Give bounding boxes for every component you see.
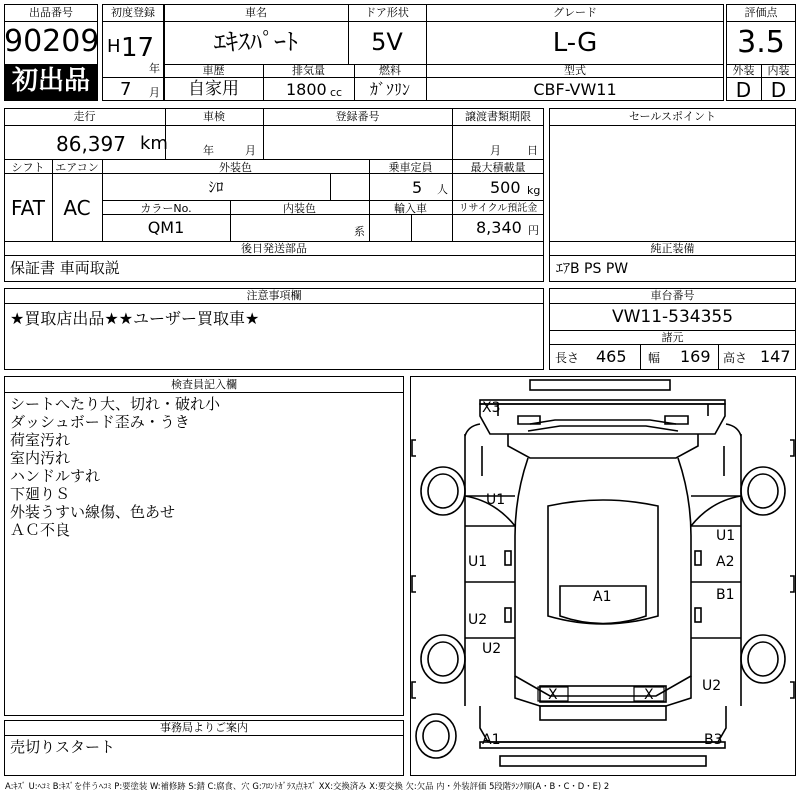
mark-u1-right-front: U1 bbox=[716, 528, 736, 544]
inspector-note: シートへたり大、切れ・破れ小 bbox=[10, 395, 221, 413]
mileage: 86,397 bbox=[56, 132, 126, 156]
car-damage-diagram bbox=[410, 376, 796, 776]
mark-u2-rear-left: U2 bbox=[482, 641, 502, 657]
width: 169 bbox=[680, 347, 711, 366]
ext-color-header: 外装色 bbox=[219, 161, 252, 174]
first-reg-year: 17 bbox=[121, 33, 155, 63]
mark-b3-rear-right: B3 bbox=[704, 732, 723, 748]
inspector-note: ダッシュボード歪み・うき bbox=[10, 413, 190, 431]
person-unit: 人 bbox=[437, 183, 448, 196]
shift-header: シフト bbox=[11, 161, 45, 174]
width-label: 幅 bbox=[648, 351, 661, 365]
color-no-header: カラーNo. bbox=[140, 202, 192, 215]
length: 465 bbox=[596, 347, 627, 366]
capacity: 5 bbox=[412, 178, 423, 197]
inspector-note: ＡＣ不良 bbox=[10, 521, 71, 539]
inspector-notes bbox=[10, 395, 400, 539]
exterior-header: 外装 bbox=[732, 64, 755, 77]
import-header: 輸入車 bbox=[394, 202, 427, 215]
mark-u1-front-left: U1 bbox=[486, 492, 506, 508]
mark-x-tail-left: X bbox=[548, 687, 558, 703]
capacity-header: 乗車定員 bbox=[388, 161, 433, 174]
inspector-note: 下廻りＳ bbox=[10, 485, 71, 503]
displacement-header: 排気量 bbox=[292, 64, 325, 77]
equipment: ｴｱB PS PW bbox=[556, 261, 629, 277]
mark-u1-left-door-front: U1 bbox=[468, 554, 488, 570]
transfer-header: 譲渡書類期限 bbox=[465, 110, 531, 123]
caution-text: ★買取店出品★★ユーザー買取車★ bbox=[10, 309, 260, 328]
max-load-header: 最大積載量 bbox=[470, 161, 526, 174]
first-reg-month: 7 bbox=[120, 79, 132, 100]
mark-u2-left-door-rear: U2 bbox=[468, 612, 488, 628]
year-unit: 年 bbox=[149, 62, 160, 75]
chassis-number: VW11-534355 bbox=[611, 307, 734, 327]
inspector-note: 荷室汚れ bbox=[10, 431, 71, 449]
score-header: 評価点 bbox=[744, 6, 778, 19]
yen-unit: 円 bbox=[528, 224, 539, 237]
door-type: 5V bbox=[371, 28, 403, 56]
door-header: ドア形状 bbox=[365, 6, 409, 19]
kei-unit: 系 bbox=[354, 225, 365, 238]
mark-b1-right-door-rear: B1 bbox=[716, 587, 735, 603]
fuel: ｶﾞｿﾘﾝ bbox=[369, 80, 410, 99]
interior-header: 内装 bbox=[767, 64, 790, 77]
dims-header: 諸元 bbox=[661, 331, 684, 344]
inspector-header: 検査員記入欄 bbox=[171, 378, 237, 391]
aircon: AC bbox=[63, 196, 91, 220]
mark-x-tail-right: X bbox=[644, 687, 654, 703]
fuel-header: 燃料 bbox=[379, 64, 401, 77]
shift: FAT bbox=[10, 196, 45, 220]
first-listing-label: 初出品 bbox=[11, 66, 90, 96]
inspection-header: 車検 bbox=[203, 110, 225, 123]
color-no: QM1 bbox=[147, 218, 185, 237]
kg-unit: kg bbox=[527, 184, 541, 197]
equipment-header: 純正装備 bbox=[650, 242, 695, 255]
lot-number: 90209 bbox=[4, 24, 100, 59]
mark-x3: X3 bbox=[482, 400, 501, 416]
first-reg-header: 初度登録 bbox=[111, 6, 155, 19]
damage-legend: A:ｷｽﾞ U:ﾍｺﾐ B:ｷｽﾞを伴うﾍｺﾐ P:要塗装 W:補修跡 S:錆 C:腐食、穴 G:ﾌﾛﾝﾄｶﾞﾗｽ点ｷｽﾞ XX:交換済み X:要交換 欠:欠品 内・外装評価 5段階ﾗﾝｸ順(A・B・C・D・E) 2 bbox=[5, 781, 610, 791]
ext-color: ｼﾛ bbox=[208, 178, 224, 196]
era-label: H bbox=[107, 36, 121, 57]
transfer-day-unit: 日 bbox=[527, 144, 538, 157]
height: 147 bbox=[760, 347, 791, 366]
mark-a1-roof: A1 bbox=[593, 589, 612, 605]
transfer-month-unit: 月 bbox=[490, 144, 501, 157]
inspector-note: 外装うすい線傷、色あせ bbox=[10, 503, 176, 521]
inspection-year-unit: 年 bbox=[203, 144, 214, 157]
mark-u2-rear-right: U2 bbox=[702, 678, 722, 694]
inspector-note: 室内汚れ bbox=[10, 449, 71, 467]
chassis-header: 車台番号 bbox=[650, 289, 695, 302]
int-color-header: 内装色 bbox=[283, 202, 316, 215]
lot-number-header: 出品番号 bbox=[29, 6, 73, 19]
inspection-month-unit: 月 bbox=[245, 144, 256, 157]
height-label: 高さ bbox=[723, 351, 748, 365]
reg-no-header: 登録番号 bbox=[335, 110, 380, 123]
office-notice: 売切りスタート bbox=[10, 738, 116, 756]
mark-a2-right-door-front: A2 bbox=[716, 554, 735, 570]
car-name-header: 車名 bbox=[245, 6, 267, 19]
score: 3.5 bbox=[737, 25, 785, 60]
model-code: CBF-VW11 bbox=[533, 80, 617, 99]
max-load: 500 bbox=[490, 178, 521, 197]
mileage-header: 走行 bbox=[73, 110, 96, 123]
model-code-header: 型式 bbox=[564, 64, 586, 77]
sales-point-header: セールスポイント bbox=[628, 110, 716, 123]
history-header: 車歴 bbox=[202, 64, 225, 77]
inspector-note: ハンドルすれ bbox=[10, 467, 101, 485]
office-header: 事務局よりご案内 bbox=[160, 721, 248, 734]
caution-header: 注意事項欄 bbox=[246, 289, 302, 302]
later-parts-header: 後日発送部品 bbox=[241, 242, 307, 255]
mark-a1-rear-left: A1 bbox=[482, 732, 501, 748]
displacement: 1800 bbox=[286, 80, 327, 99]
history: 自家用 bbox=[188, 79, 239, 99]
grade-header: グレード bbox=[553, 6, 597, 19]
car-name: ｴｷｽﾊﾟｰﾄ bbox=[214, 28, 298, 56]
recycle-header: リサイクル預託金 bbox=[458, 203, 538, 214]
length-label: 長さ bbox=[555, 351, 580, 365]
interior-grade: D bbox=[770, 78, 787, 102]
km-unit: km bbox=[140, 133, 168, 154]
recycle-fee: 8,340 bbox=[476, 218, 522, 237]
cc-unit: cc bbox=[330, 86, 343, 99]
aircon-header: エアコン bbox=[55, 161, 99, 174]
grade: L-G bbox=[552, 28, 598, 58]
later-parts: 保証書 車両取説 bbox=[10, 259, 120, 277]
month-unit: 月 bbox=[149, 86, 160, 99]
exterior-grade: D bbox=[735, 78, 752, 102]
